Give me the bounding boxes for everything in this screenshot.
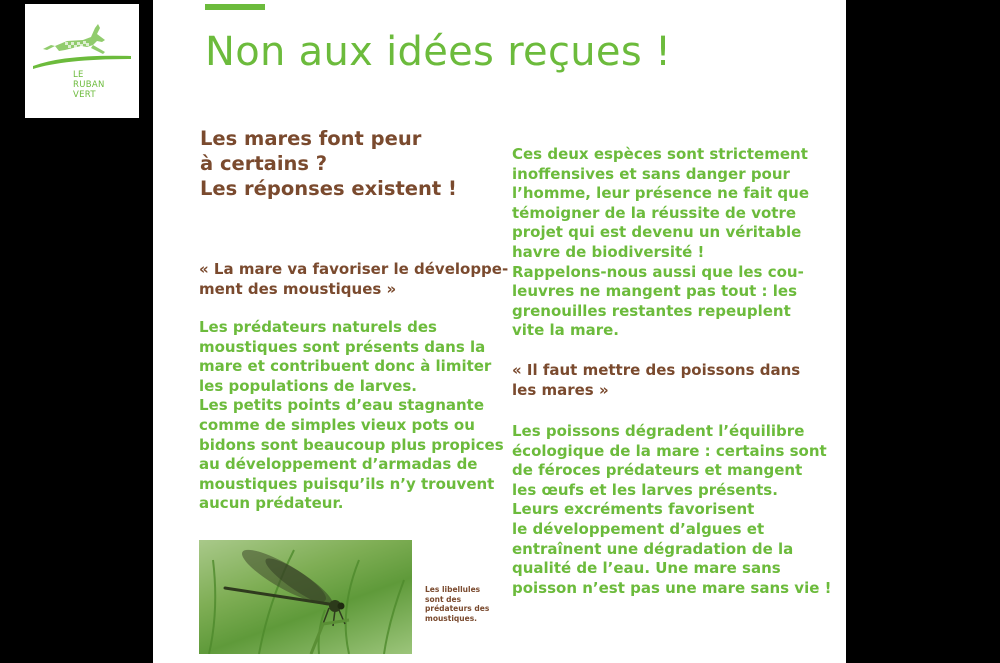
- species-paragraph: Ces deux espèces sont strictement inoffensives et sans danger pour l’homme, leur présence ne fait que témoigner de la réussite de votre projet qui est devenu un véritable havre de biodiversité ! Rappelons-nous aussi que les cou- leuvres ne mangent pas tout : les grenouilles restantes repeuplent vite la mare.: [512, 145, 810, 340]
- deer-ribbon-logo-icon: [25, 4, 139, 118]
- fish-answer-paragraph: Les poissons dégradent l’équilibre écologique de la mare : certains sont de féroces prédateurs et mangent les œufs et les larves présents. Leurs excréments favorisent le développement d’algues et entraînent une dégradation de la qualité de l’eau. Une mare sans poisson n’est pas une mare sans vie !: [512, 422, 832, 597]
- dragonfly-icon: [199, 540, 412, 654]
- page-title: Non aux idées reçues !: [205, 29, 672, 75]
- logo: [25, 4, 139, 118]
- title-accent-bar: [205, 4, 265, 10]
- fish-misconception-quote: « Il faut mettre des poissons dans les mares »: [512, 361, 801, 399]
- dragonfly-photo: [199, 540, 412, 654]
- mosquito-misconception-quote: « La mare va favoriser le développe- ment des moustiques »: [199, 260, 509, 298]
- photo-caption: Les libellules sont des prédateurs des moustiques.: [425, 585, 490, 623]
- mosquito-answer-paragraph: Les prédateurs naturels des moustiques sont présents dans la mare et contribuent donc à limiter les populations de larves. Les petits points d’eau stagnante comme de simples vieux pots ou bidons sont beaucoup plus propices au développement d’armadas de moustiques puisqu’ils n’y trouvent aucun prédateur.: [199, 318, 504, 513]
- subtitle: Les mares font peur à certains ? Les réponses existent !: [200, 127, 457, 200]
- logo-text: LE RUBAN VERT: [73, 70, 105, 100]
